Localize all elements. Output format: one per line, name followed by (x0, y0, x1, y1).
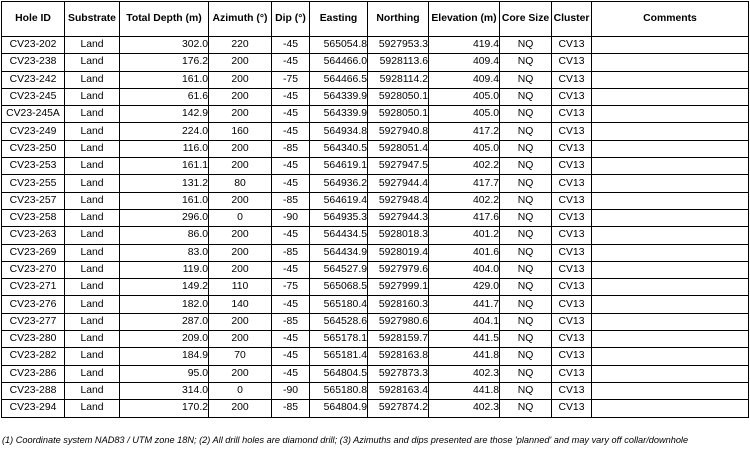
cell-comments (592, 140, 749, 157)
cell-cluster: CV13 (552, 227, 592, 244)
cell-core-size: NQ (500, 382, 552, 399)
cell-total-depth: 176.2 (120, 54, 209, 71)
cell-dip: -45 (272, 261, 310, 278)
cell-core-size: NQ (500, 88, 552, 105)
cell-total-depth: 119.0 (120, 261, 209, 278)
cell-azimuth: 160 (209, 123, 272, 140)
table-row (2, 365, 749, 382)
cell-azimuth: 200 (209, 244, 272, 261)
cell-core-size: NQ (500, 313, 552, 330)
cell-cluster: CV13 (552, 123, 592, 140)
cell-easting: 564528.6 (310, 313, 368, 330)
cell-substrate: Land (65, 331, 120, 348)
cell-cluster: CV13 (552, 261, 592, 278)
cell-substrate: Land (65, 192, 120, 209)
cell-elevation: 417.6 (429, 209, 500, 226)
cell-hole-id: CV23-270 (2, 261, 65, 278)
cell-elevation: 441.5 (429, 331, 500, 348)
cell-cluster: CV13 (552, 365, 592, 382)
cell-substrate: Land (65, 140, 120, 157)
cell-cluster: CV13 (552, 244, 592, 261)
cell-comments (592, 227, 749, 244)
cell-substrate: Land (65, 54, 120, 71)
cell-hole-id: CV23-280 (2, 331, 65, 348)
cell-elevation: 417.2 (429, 123, 500, 140)
table-row (2, 106, 749, 123)
cell-cluster: CV13 (552, 382, 592, 399)
cell-hole-id: CV23-276 (2, 296, 65, 313)
cell-elevation: 409.4 (429, 54, 500, 71)
cell-hole-id: CV23-245A (2, 106, 65, 123)
cell-dip: -90 (272, 209, 310, 226)
cell-easting: 564340.5 (310, 140, 368, 157)
table-row (2, 331, 749, 348)
cell-total-depth: 61.6 (120, 88, 209, 105)
cell-substrate: Land (65, 296, 120, 313)
cell-core-size: NQ (500, 175, 552, 192)
cell-northing: 5928159.7 (368, 331, 429, 348)
cell-dip: -75 (272, 279, 310, 296)
cell-substrate: Land (65, 175, 120, 192)
cell-comments (592, 261, 749, 278)
cell-comments (592, 37, 749, 54)
cell-core-size: NQ (500, 54, 552, 71)
cell-total-depth: 314.0 (120, 382, 209, 399)
cell-dip: -45 (272, 106, 310, 123)
cell-northing: 5928113.6 (368, 54, 429, 71)
cell-easting: 564434.9 (310, 244, 368, 261)
cell-azimuth: 140 (209, 296, 272, 313)
cell-easting: 565180.8 (310, 382, 368, 399)
cell-substrate: Land (65, 244, 120, 261)
cell-substrate: Land (65, 71, 120, 88)
cell-easting: 564804.5 (310, 365, 368, 382)
cell-comments (592, 382, 749, 399)
cell-elevation: 409.4 (429, 71, 500, 88)
cell-total-depth: 149.2 (120, 279, 209, 296)
cell-easting: 564466.0 (310, 54, 368, 71)
cell-northing: 5927979.6 (368, 261, 429, 278)
cell-easting: 564936.2 (310, 175, 368, 192)
cell-cluster: CV13 (552, 37, 592, 54)
table-row (2, 175, 749, 192)
cell-core-size: NQ (500, 227, 552, 244)
cell-elevation: 419.4 (429, 37, 500, 54)
cell-hole-id: CV23-282 (2, 348, 65, 365)
cell-comments (592, 365, 749, 382)
cell-azimuth: 200 (209, 54, 272, 71)
cell-easting: 564934.8 (310, 123, 368, 140)
cell-azimuth: 80 (209, 175, 272, 192)
header-dip: Dip (°) (272, 2, 310, 37)
cell-hole-id: CV23-257 (2, 192, 65, 209)
drill-hole-table (1, 1, 749, 418)
cell-hole-id: CV23-242 (2, 71, 65, 88)
table-row (2, 227, 749, 244)
cell-northing: 5927953.3 (368, 37, 429, 54)
cell-northing: 5927947.5 (368, 158, 429, 175)
cell-easting: 564804.9 (310, 400, 368, 417)
table-row (2, 313, 749, 330)
cell-azimuth: 200 (209, 192, 272, 209)
cell-azimuth: 200 (209, 71, 272, 88)
cell-azimuth: 200 (209, 331, 272, 348)
cell-total-depth: 161.1 (120, 158, 209, 175)
cell-core-size: NQ (500, 71, 552, 88)
cell-elevation: 402.3 (429, 400, 500, 417)
cell-comments (592, 158, 749, 175)
cell-hole-id: CV23-286 (2, 365, 65, 382)
cell-core-size: NQ (500, 244, 552, 261)
cell-elevation: 404.1 (429, 313, 500, 330)
cell-core-size: NQ (500, 400, 552, 417)
table-row (2, 261, 749, 278)
table-row (2, 37, 749, 54)
table-row (2, 54, 749, 71)
header-comments: Comments (592, 2, 749, 37)
cell-easting: 565181.4 (310, 348, 368, 365)
cell-easting: 565068.5 (310, 279, 368, 296)
cell-dip: -90 (272, 382, 310, 399)
cell-dip: -85 (272, 313, 310, 330)
cell-northing: 5927873.3 (368, 365, 429, 382)
cell-total-depth: 182.0 (120, 296, 209, 313)
cell-substrate: Land (65, 37, 120, 54)
table-row (2, 400, 749, 417)
cell-dip: -75 (272, 71, 310, 88)
cell-comments (592, 123, 749, 140)
cell-comments (592, 175, 749, 192)
cell-substrate: Land (65, 400, 120, 417)
table-row (2, 348, 749, 365)
cell-azimuth: 200 (209, 88, 272, 105)
cell-hole-id: CV23-258 (2, 209, 65, 226)
cell-cluster: CV13 (552, 400, 592, 417)
cell-core-size: NQ (500, 140, 552, 157)
table-row (2, 88, 749, 105)
cell-core-size: NQ (500, 106, 552, 123)
cell-dip: -45 (272, 54, 310, 71)
cell-cluster: CV13 (552, 279, 592, 296)
cell-northing: 5927980.6 (368, 313, 429, 330)
cell-northing: 5927948.4 (368, 192, 429, 209)
cell-elevation: 402.3 (429, 365, 500, 382)
cell-cluster: CV13 (552, 158, 592, 175)
cell-total-depth: 296.0 (120, 209, 209, 226)
cell-easting: 564339.9 (310, 106, 368, 123)
table-row (2, 296, 749, 313)
cell-northing: 5928050.1 (368, 106, 429, 123)
cell-total-depth: 209.0 (120, 331, 209, 348)
cell-comments (592, 296, 749, 313)
cell-elevation: 401.2 (429, 227, 500, 244)
cell-core-size: NQ (500, 123, 552, 140)
header-total-depth: Total Depth (m) (120, 2, 209, 37)
cell-substrate: Land (65, 348, 120, 365)
header-hole-id: Hole ID (2, 2, 65, 37)
cell-total-depth: 116.0 (120, 140, 209, 157)
cell-azimuth: 200 (209, 365, 272, 382)
cell-northing: 5927999.1 (368, 279, 429, 296)
cell-substrate: Land (65, 365, 120, 382)
cell-elevation: 404.0 (429, 261, 500, 278)
cell-northing: 5928163.4 (368, 382, 429, 399)
cell-easting: 564339.9 (310, 88, 368, 105)
cell-substrate: Land (65, 158, 120, 175)
cell-core-size: NQ (500, 158, 552, 175)
cell-hole-id: CV23-271 (2, 279, 65, 296)
cell-hole-id: CV23-288 (2, 382, 65, 399)
cell-northing: 5927874.2 (368, 400, 429, 417)
cell-comments (592, 71, 749, 88)
cell-dip: -45 (272, 37, 310, 54)
cell-hole-id: CV23-294 (2, 400, 65, 417)
cell-easting: 565178.1 (310, 331, 368, 348)
cell-dip: -45 (272, 158, 310, 175)
cell-cluster: CV13 (552, 106, 592, 123)
header-easting: Easting (310, 2, 368, 37)
table-row (2, 140, 749, 157)
cell-comments (592, 192, 749, 209)
cell-total-depth: 287.0 (120, 313, 209, 330)
cell-core-size: NQ (500, 331, 552, 348)
cell-total-depth: 224.0 (120, 123, 209, 140)
cell-comments (592, 313, 749, 330)
cell-core-size: NQ (500, 37, 552, 54)
cell-core-size: NQ (500, 296, 552, 313)
cell-total-depth: 142.9 (120, 106, 209, 123)
cell-easting: 564466.5 (310, 71, 368, 88)
cell-substrate: Land (65, 88, 120, 105)
table-row (2, 158, 749, 175)
cell-total-depth: 184.9 (120, 348, 209, 365)
cell-cluster: CV13 (552, 140, 592, 157)
cell-hole-id: CV23-277 (2, 313, 65, 330)
cell-substrate: Land (65, 227, 120, 244)
cell-total-depth: 86.0 (120, 227, 209, 244)
cell-dip: -85 (272, 192, 310, 209)
cell-total-depth: 131.2 (120, 175, 209, 192)
cell-hole-id: CV23-238 (2, 54, 65, 71)
cell-northing: 5928163.8 (368, 348, 429, 365)
cell-northing: 5927944.4 (368, 175, 429, 192)
cell-dip: -85 (272, 400, 310, 417)
cell-dip: -85 (272, 244, 310, 261)
cell-dip: -45 (272, 348, 310, 365)
cell-elevation: 401.6 (429, 244, 500, 261)
cell-dip: -45 (272, 331, 310, 348)
cell-cluster: CV13 (552, 175, 592, 192)
cell-total-depth: 161.0 (120, 71, 209, 88)
cell-hole-id: CV23-269 (2, 244, 65, 261)
cell-cluster: CV13 (552, 296, 592, 313)
table-row (2, 123, 749, 140)
cell-easting: 564434.5 (310, 227, 368, 244)
cell-substrate: Land (65, 209, 120, 226)
cell-dip: -85 (272, 140, 310, 157)
cell-easting: 564619.1 (310, 158, 368, 175)
cell-azimuth: 0 (209, 382, 272, 399)
cell-comments (592, 400, 749, 417)
cell-easting: 564527.9 (310, 261, 368, 278)
cell-elevation: 441.8 (429, 382, 500, 399)
cell-northing: 5928051.4 (368, 140, 429, 157)
cell-cluster: CV13 (552, 331, 592, 348)
cell-core-size: NQ (500, 261, 552, 278)
header-cluster: Cluster (552, 2, 592, 37)
cell-elevation: 402.2 (429, 158, 500, 175)
header-substrate: Substrate (65, 2, 120, 37)
cell-azimuth: 200 (209, 261, 272, 278)
cell-elevation: 417.7 (429, 175, 500, 192)
table-row (2, 209, 749, 226)
cell-comments (592, 279, 749, 296)
cell-comments (592, 88, 749, 105)
header-azimuth: Azimuth (°) (209, 2, 272, 37)
cell-azimuth: 110 (209, 279, 272, 296)
cell-total-depth: 170.2 (120, 400, 209, 417)
cell-azimuth: 200 (209, 106, 272, 123)
cell-substrate: Land (65, 261, 120, 278)
cell-comments (592, 106, 749, 123)
cell-azimuth: 200 (209, 158, 272, 175)
cell-northing: 5928160.3 (368, 296, 429, 313)
cell-elevation: 405.0 (429, 106, 500, 123)
cell-core-size: NQ (500, 279, 552, 296)
cell-azimuth: 200 (209, 227, 272, 244)
cell-elevation: 429.0 (429, 279, 500, 296)
cell-elevation: 405.0 (429, 140, 500, 157)
cell-hole-id: CV23-250 (2, 140, 65, 157)
cell-cluster: CV13 (552, 88, 592, 105)
cell-core-size: NQ (500, 348, 552, 365)
cell-core-size: NQ (500, 209, 552, 226)
cell-comments (592, 348, 749, 365)
header-row (2, 2, 749, 37)
cell-elevation: 441.7 (429, 296, 500, 313)
cell-dip: -45 (272, 88, 310, 105)
cell-substrate: Land (65, 106, 120, 123)
cell-elevation: 402.2 (429, 192, 500, 209)
cell-hole-id: CV23-263 (2, 227, 65, 244)
table-row (2, 382, 749, 399)
cell-azimuth: 200 (209, 400, 272, 417)
cell-azimuth: 0 (209, 209, 272, 226)
cell-substrate: Land (65, 123, 120, 140)
header-elevation: Elevation (m) (429, 2, 500, 37)
cell-azimuth: 200 (209, 313, 272, 330)
header-core-size: Core Size (500, 2, 552, 37)
cell-easting: 564935.3 (310, 209, 368, 226)
cell-azimuth: 200 (209, 140, 272, 157)
cell-total-depth: 83.0 (120, 244, 209, 261)
cell-substrate: Land (65, 313, 120, 330)
cell-hole-id: CV23-255 (2, 175, 65, 192)
cell-total-depth: 302.0 (120, 37, 209, 54)
cell-cluster: CV13 (552, 313, 592, 330)
cell-hole-id: CV23-202 (2, 37, 65, 54)
cell-dip: -45 (272, 365, 310, 382)
cell-hole-id: CV23-253 (2, 158, 65, 175)
cell-northing: 5928114.2 (368, 71, 429, 88)
table-footnote: (1) Coordinate system NAD83 / UTM zone 18N; (2) All drill holes are diamond drill; (3) Azimuths and dips presented are those 'planned' and may vary off collar/downhole (2, 435, 689, 445)
cell-comments (592, 54, 749, 71)
table-body (2, 37, 749, 418)
cell-core-size: NQ (500, 192, 552, 209)
cell-dip: -45 (272, 296, 310, 313)
cell-dip: -45 (272, 227, 310, 244)
header-northing: Northing (368, 2, 429, 37)
cell-dip: -45 (272, 175, 310, 192)
table-row (2, 244, 749, 261)
cell-core-size: NQ (500, 365, 552, 382)
cell-easting: 564619.4 (310, 192, 368, 209)
cell-azimuth: 70 (209, 348, 272, 365)
cell-comments (592, 244, 749, 261)
cell-total-depth: 95.0 (120, 365, 209, 382)
cell-cluster: CV13 (552, 209, 592, 226)
cell-easting: 565054.8 (310, 37, 368, 54)
cell-substrate: Land (65, 382, 120, 399)
cell-cluster: CV13 (552, 54, 592, 71)
cell-northing: 5927940.8 (368, 123, 429, 140)
cell-dip: -45 (272, 123, 310, 140)
cell-azimuth: 220 (209, 37, 272, 54)
cell-northing: 5928019.4 (368, 244, 429, 261)
cell-northing: 5928050.1 (368, 88, 429, 105)
cell-total-depth: 161.0 (120, 192, 209, 209)
cell-hole-id: CV23-245 (2, 88, 65, 105)
cell-hole-id: CV23-249 (2, 123, 65, 140)
cell-elevation: 405.0 (429, 88, 500, 105)
cell-cluster: CV13 (552, 348, 592, 365)
table-row (2, 192, 749, 209)
cell-northing: 5928018.3 (368, 227, 429, 244)
cell-comments (592, 331, 749, 348)
table-row (2, 279, 749, 296)
cell-easting: 565180.4 (310, 296, 368, 313)
cell-northing: 5927944.3 (368, 209, 429, 226)
cell-cluster: CV13 (552, 71, 592, 88)
cell-comments (592, 209, 749, 226)
cell-cluster: CV13 (552, 192, 592, 209)
cell-elevation: 441.8 (429, 348, 500, 365)
table-row (2, 71, 749, 88)
cell-substrate: Land (65, 279, 120, 296)
